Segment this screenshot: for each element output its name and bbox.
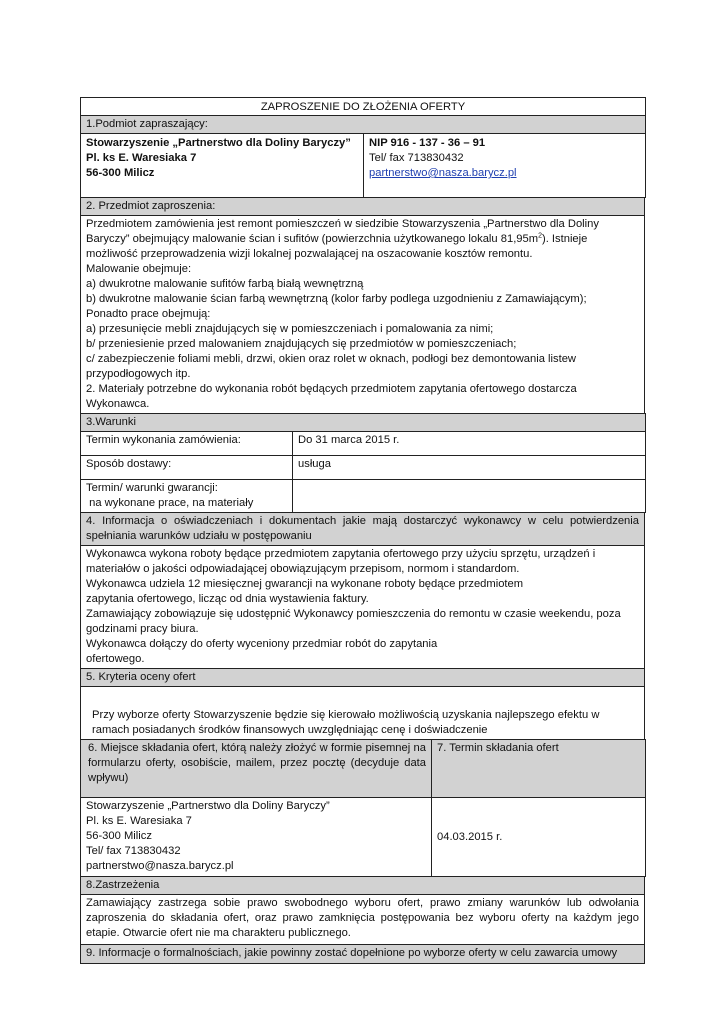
- scope-line: Malowanie obejmuje:: [86, 263, 192, 275]
- documents-line: zapytania ofertowego, licząc od dnia wystawienia faktury.: [86, 593, 369, 605]
- warranty-label-line: Termin/ warunki gwarancji:: [86, 482, 218, 494]
- reservations-text: Zamawiający zastrzega sobie prawo swobodnego wyboru ofert, prawo zmiany warunków lub odwołania zaproszenia do składania ofert, oraz prawo zamknięcia postępowania bez wyboru oferty na każdym jego etapie. Otwarcie ofert nie ma charakteru publicznego.: [81, 895, 645, 945]
- warranty-label: [81, 480, 293, 513]
- criteria-text: Przy wyborze oferty Stowarzyszenie będzie się kierowało możliwością uzyskania najlepszego efektu w ramach posiadanych środków finansowych uwzględniając cenę i doświadczenie: [81, 687, 645, 740]
- scope-line: Ponadto prace obejmują:: [86, 308, 211, 320]
- condition-label: Sposób dostawy:: [81, 456, 293, 480]
- warranty-value: [293, 480, 646, 513]
- section-4-heading: 4. Informacja o oświadczeniach i dokumentach jakie mają dostarczyć wykonawcy w celu potwierdzenia spełniania warunków udziału w postępowaniu: [81, 513, 645, 546]
- documents-line: Wykonawca udziela 12 miesięcznej gwarancji na wykonane roboty będące przedmiotem: [86, 578, 524, 590]
- section-9-heading: 9. Informacje o formalnościach, jakie powinny zostać dopełnione po wyborze oferty w celu zawarcia umowy: [81, 945, 645, 964]
- section-7-heading: 7. Termin składania ofert: [432, 740, 646, 798]
- submission-deadline: 04.03.2015 r.: [432, 798, 646, 877]
- section-2-heading: 2. Przedmiot zaproszenia:: [81, 198, 645, 216]
- subject-text-a: Przedmiotem zamówienia jest remont pomieszczeń w siedzibie Stowarzyszenia „Partnerstwo dla Doliny Baryczy” obejmujący malowanie ścian i sufitów (powierzchnia użytkowanego lokalu 81,95m: [86, 218, 599, 245]
- section-3-heading: 3.Warunki: [81, 414, 646, 432]
- org-nip: NIP 916 - 137 - 36 – 91: [369, 137, 486, 149]
- documents-line: ofertowego.: [86, 653, 145, 665]
- inviting-entity-contact: [364, 134, 646, 198]
- offer-invitation-document: [80, 97, 645, 964]
- submission-street: Pl. ks E. Waresiaka 7: [86, 815, 192, 827]
- section-4-table: [80, 512, 645, 669]
- section-6-7-table: [80, 739, 646, 877]
- submission-address: [81, 798, 432, 877]
- subject-text-b: ). Istnieje możliwość przeprowadzenia wizji lokalnej pozwalającej na oszacowanie kosztów remontu.: [86, 233, 588, 260]
- section-1-table: [80, 97, 646, 198]
- org-city: 56-300 Milicz: [86, 167, 155, 179]
- condition-label: Termin wykonania zamówienia:: [81, 432, 293, 456]
- org-street: Pl. ks E. Waresiaka 7: [86, 152, 197, 164]
- document-title: ZAPROSZENIE DO ZŁOŻENIA OFERTY: [81, 98, 646, 116]
- scope-line: a) dwukrotne malowanie sufitów farbą białą wewnętrzną: [86, 278, 364, 290]
- submission-city: 56-300 Milicz: [86, 830, 152, 842]
- condition-value: usługa: [293, 456, 646, 480]
- submission-email: partnerstwo@nasza.barycz.pl: [86, 860, 234, 872]
- documents-line: Wykonawca dołączy do oferty wyceniony przedmiar robót do zapytania: [86, 638, 438, 650]
- scope-line: c/ zabezpieczenie foliami mebli, drzwi, okien oraz rolet w oknach, podłogi bez demontowania listew przypodłogowych itp.: [86, 353, 577, 380]
- inviting-entity-address: [81, 134, 364, 198]
- section-5-table: [80, 668, 645, 740]
- section-2-body: [81, 216, 645, 414]
- scope-line: b) dwukrotne malowanie ścian farbą wewnętrzną (kolor farby podlega uzgodnieniu z Zamawiającym);: [86, 293, 587, 305]
- section-2-table: [80, 197, 645, 414]
- condition-value: Do 31 marca 2015 r.: [293, 432, 646, 456]
- scope-line: b/ przeniesienie przed malowaniem znajdujących się przedmiotów w pomieszczeniach;: [86, 338, 517, 350]
- section-6-heading: 6. Miejsce składania ofert, którą należy złożyć w formie pisemnej na formularzu oferty, osobiście, mailem, przez pocztę (decyduje data wpływu): [81, 740, 432, 798]
- scope-line: a) przesunięcie mebli znajdujących się w pomieszczeniach i pomalowania za nimi;: [86, 323, 494, 335]
- section-8-table: [80, 876, 645, 964]
- section-5-heading: 5. Kryteria oceny ofert: [81, 669, 645, 687]
- section-4-body: [81, 546, 645, 669]
- section-3-table: [80, 413, 646, 513]
- scope-line: 2. Materiały potrzebne do wykonania robót będących przedmiotem zapytania ofertowego dostarcza Wykonawca.: [86, 383, 577, 410]
- submission-telfax: Tel/ fax 713830432: [86, 845, 181, 857]
- org-email-link[interactable]: partnerstwo@nasza.barycz.pl: [369, 167, 517, 179]
- org-telfax: Tel/ fax 713830432: [369, 152, 464, 164]
- submission-org-name: Stowarzyszenie „Partnerstwo dla Doliny Baryczy”: [86, 800, 330, 812]
- section-8-heading: 8.Zastrzeżenia: [81, 877, 645, 895]
- org-name: Stowarzyszenie „Partnerstwo dla Doliny Baryczy”: [86, 137, 351, 149]
- subject-paragraph: [86, 217, 639, 262]
- section-1-heading: 1.Podmiot zapraszający:: [81, 116, 646, 134]
- warranty-label-line: na wykonane prace, na materiały: [86, 497, 254, 509]
- documents-line: Wykonawca wykona roboty będące przedmiotem zapytania ofertowego przy użyciu sprzętu, urządzeń i materiałów o jakości odpowiadającej obowiązującym przepisom, normom i standardom.: [86, 548, 596, 575]
- superscript-2: 2: [538, 232, 542, 240]
- documents-line: Zamawiający zobowiązuje się udostępnić Wykonawcy pomieszczenia do remontu w czasie weekendu, poza godzinami pracy biura.: [86, 608, 621, 635]
